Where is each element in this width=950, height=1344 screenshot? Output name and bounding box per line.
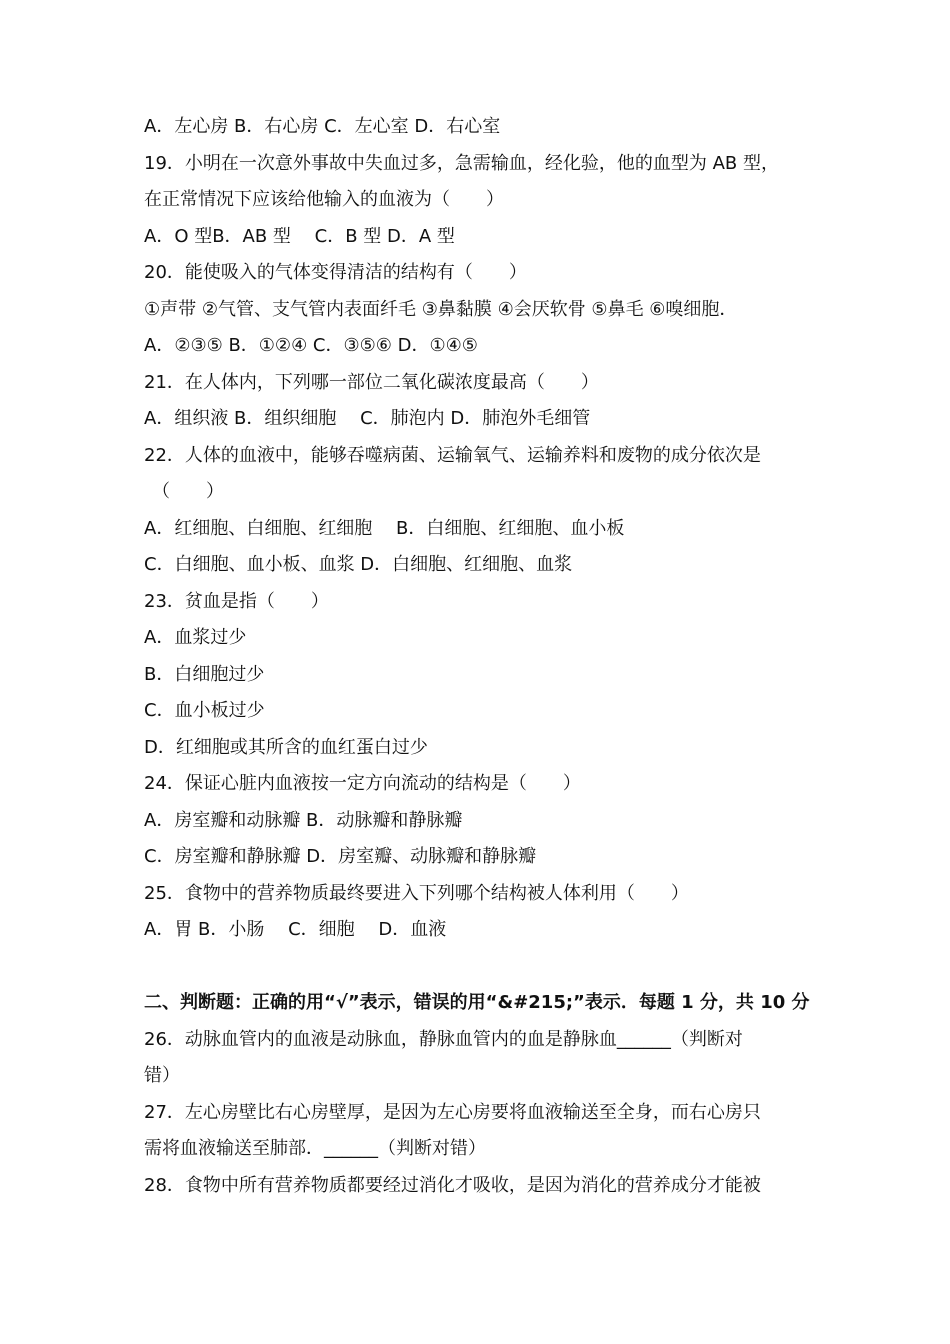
q23-option-a: A．血浆过少 (144, 627, 247, 648)
q27-stem-line1: 27．左心房壁比右心房壁厚，是因为左心房要将血液输送至全身，而右心房只 (144, 1102, 761, 1123)
q25-options: A．胃 B．小肠 C．细胞 D．血液 (144, 919, 447, 940)
q21-options: A．组织液 B．组织细胞 C．肺泡内 D．肺泡外毛细管 (144, 408, 591, 429)
q27-stem-line2: 需将血液输送至肺部．______（判断对错） (144, 1138, 486, 1159)
q22-stem-line1: 22．人体的血液中，能够吞噬病菌、运输氧气、运输养料和废物的成分依次是 (144, 445, 761, 466)
q20-options: A．②③⑤ B．①②④ C．③⑤⑥ D．①④⑤ (144, 335, 478, 356)
q24-options-ab: A．房室瓣和动脉瓣 B．动脉瓣和静脉瓣 (144, 810, 463, 831)
q23-stem: 23．贫血是指（ ） (144, 591, 329, 612)
q19-stem-line2: 在正常情况下应该给他输入的血液为（ ） (144, 189, 504, 210)
q24-stem: 24．保证心脏内血液按一定方向流动的结构是（ ） (144, 773, 581, 794)
q23-option-c: C．血小板过少 (144, 700, 265, 721)
q22-options-ab: A．红细胞、白细胞、红细胞 B．白细胞、红细胞、血小板 (144, 518, 625, 539)
q20-stem: 20．能使吸入的气体变得清洁的结构有（ ） (144, 262, 527, 283)
q22-options-cd: C．白细胞、血小板、血浆 D．白细胞、红细胞、血浆 (144, 554, 573, 575)
q23-option-b: B．白细胞过少 (144, 664, 265, 685)
section-heading: 二、判断题：正确的用“√”表示，错误的用“&#215;”表示．每题 1 分，共 10 分 (144, 992, 810, 1013)
q19-options: A．O 型B．AB 型 C．B 型 D．A 型 (144, 226, 455, 247)
q21-stem: 21．在人体内，下列哪一部位二氧化碳浓度最高（ ） (144, 372, 599, 393)
q25-stem: 25．食物中的营养物质最终要进入下列哪个结构被人体利用（ ） (144, 883, 689, 904)
q28-stem-line1: 28．食物中所有营养物质都要经过消化才吸收，是因为消化的营养成分才能被 (144, 1175, 761, 1196)
q24-options-cd: C．房室瓣和静脉瓣 D．房室瓣、动脉瓣和静脉瓣 (144, 846, 537, 867)
q20-items: ①声带 ②气管、支气管内表面纤毛 ③鼻黏膜 ④会厌软骨 ⑤鼻毛 ⑥嗅细胞． (144, 299, 738, 320)
q19-stem-line1: 19．小明在一次意外事故中失血过多，急需输血，经化验，他的血型为 AB 型， (144, 153, 780, 174)
q18-options: A．左心房 B．右心房 C．左心室 D．右心室 (144, 116, 501, 137)
q22-stem-line2: （ ） (152, 481, 224, 502)
q26-stem-line2: 错） (144, 1065, 180, 1086)
q26-stem-line1: 26．动脉血管内的血液是动脉血，静脉血管内的血是静脉血______（判断对 (144, 1029, 743, 1050)
q23-option-d: D．红细胞或其所含的血红蛋白过少 (144, 737, 428, 758)
